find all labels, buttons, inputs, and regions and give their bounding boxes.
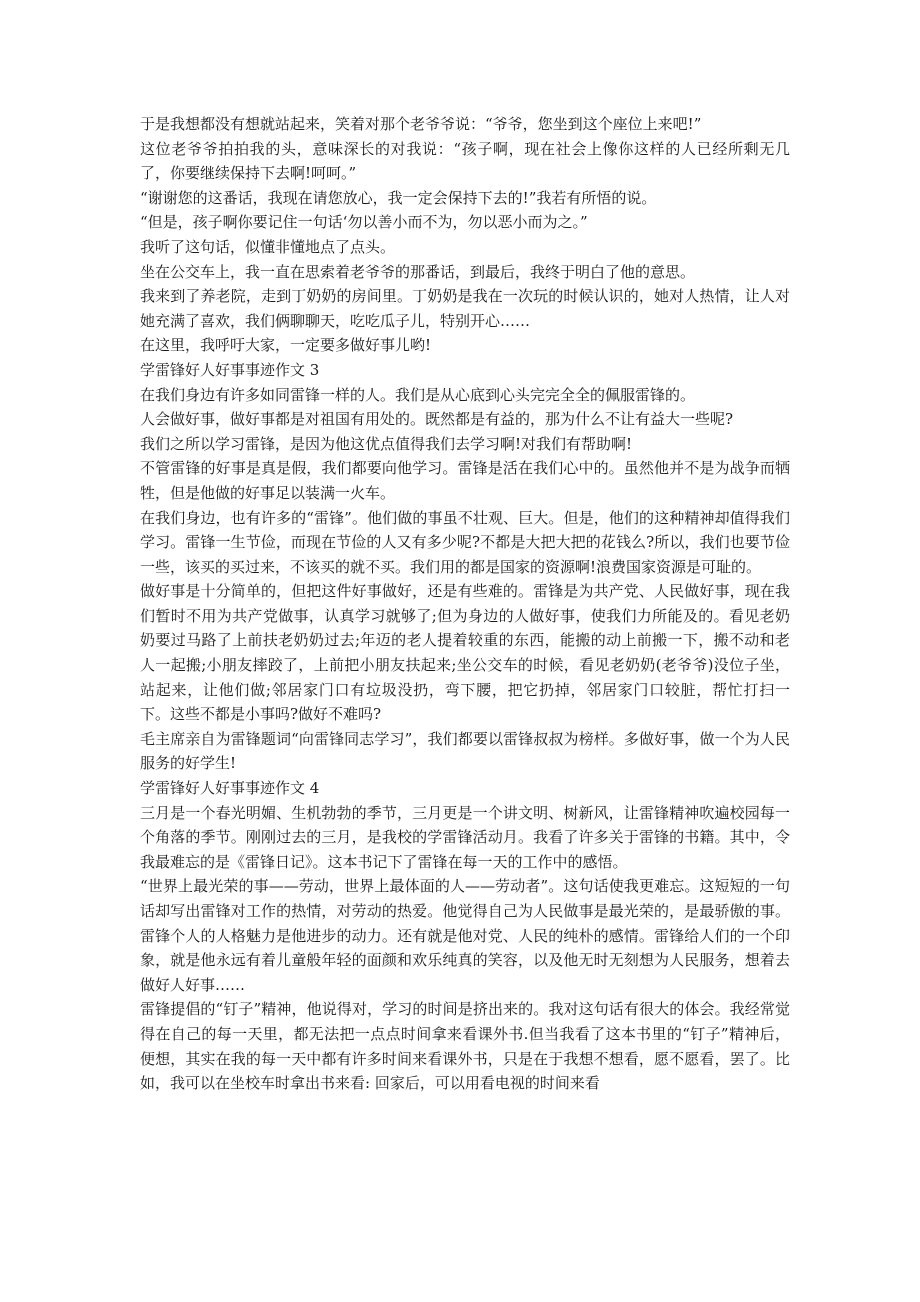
paragraph: “谢谢您的这番话，我现在请您放心，我一定会保持下去的!”我若有所悟的说。 <box>140 188 657 207</box>
section-heading: 学雷锋好人好事事迹作文 3 <box>140 360 320 379</box>
paragraph: 我们之所以学习雷锋，是因为他这优点值得我们去学习啊!对我们有帮助啊! <box>140 434 633 453</box>
document-body <box>140 112 790 1096</box>
paragraph: 三月是一个春光明媚、生机勃勃的季节，三月更是一个讲文明、树新风，让雷锋精神吹遍校园每一个角落的季节。刚刚过去的三月，是我校的学雷锋活动月。我看了许多关于雷锋的书籍。其中，令我最难忘的是《雷锋日记》。这本书记下了雷锋在每一天的工作中的感悟。 <box>140 803 790 871</box>
section-heading: 学雷锋好人好事事迹作文 4 <box>140 779 320 798</box>
paragraph: “但是，孩子啊你要记住一句话‘勿以善小而不为，勿以恶小而为之。” <box>140 213 588 232</box>
paragraph: 我听了这句话，似懂非懂地点了点头。 <box>140 237 396 256</box>
paragraph: 在我们身边，也有许多的“雷锋”。他们做的事虽不壮观、巨大。但是，他们的这种精神却值得我们学习。雷锋一生节俭，而现在节俭的人又有多少呢?不都是大把大把的花钱么?所以，我们也要节俭一些，该买的买过来，不该买的就不买。我们用的都是国家的资源啊!浪费国家资源是可耻的。 <box>140 508 790 576</box>
paragraph: 这位老爷爷拍拍我的头，意味深长的对我说：“孩子啊，现在社会上像你这样的人已经所剩无几了，你要继续保持下去啊!呵呵。” <box>140 139 790 183</box>
paragraph: 毛主席亲自为雷锋题词“向雷锋同志学习”，我们都要以雷锋叔叔为榜样。多做好事，做一个为人民服务的好学生! <box>140 729 790 773</box>
paragraph: 于是我想都没有想就站起来，笑着对那个老爷爷说：“爷爷，您坐到这个座位上来吧!” <box>140 115 702 133</box>
paragraph: 在这里，我呼吁大家，一定要多做好事儿哟! <box>140 336 432 355</box>
paragraph: 人会做好事，做好事都是对祖国有用处的。既然都是有益的，那为什么不让有益大一些呢? <box>140 410 734 429</box>
paragraph: 不管雷锋的好事是真是假，我们都要向他学习。雷锋是活在我们心中的。虽然他并不是为战争而牺牲，但是他做的好事足以装满一火车。 <box>140 459 790 502</box>
paragraph: 在我们身边有许多如同雷锋一样的人。我们是从心底到心头完完全全的佩服雷锋的。 <box>140 385 696 404</box>
paragraph: 雷锋提倡的“钉子”精神，他说得对，学习的时间是挤出来的。我对这句话有很大的体会。我经常觉得在自己的每一天里，都无法把一点点时间拿来看课外书.但当我看了这本书里的“钉子”精神后，便想，其实在我的每一天中都有许多时间来看课外书，只是在于我想不想看，愿不愿看，罢了。比如，我可以在坐校车时拿出书来看: 回家后，可以用看电视的时间来看 <box>140 1000 790 1093</box>
paragraph: 坐在公交车上，我一直在思索着老爷爷的那番话，到最后，我终于明白了他的意思。 <box>140 262 696 281</box>
paragraph: 做好事是十分简单的，但把这件好事做好，还是有些难的。雷锋是为共产党、人民做好事，现在我们暂时不用为共产党做事，认真学习就够了;但为身边的人做好事，使我们力所能及的。看见老奶奶要过马路了上前扶老奶奶过去;年迈的老人提着较重的东西，能搬的动上前搬一下，搬不动和老人一起搬;小朋友摔跤了，上前把小朋友扶起来;坐公交车的时候，看见老奶奶(老爷爷)没位子坐，站起来，让他们做;邻居家门口有垃圾没扔，弯下腰，把它扔掉，邻居家门口较脏，帮忙打扫一下。这些不都是小事吗?做好不难吗? <box>140 582 790 724</box>
paragraph: 我来到了养老院，走到丁奶奶的房间里。丁奶奶是我在一次玩的时候认识的，她对人热情，让人对她充满了喜欢，我们俩聊聊天，吃吃瓜子儿，特别开心…… <box>140 287 790 330</box>
paragraph: “世界上最光荣的事——劳动，世界上最体面的人——劳动者”。这句话使我更难忘。这短短的一句话却写出雷锋对工作的热情，对劳动的热爱。他觉得自己为人民做事是最光荣的，是最骄傲的事。雷锋个人的人格魅力是他进步的动力。还有就是他对党、人民的纯朴的感情。雷锋给人们的一个印象，就是他永远有着儿童般年轻的面颜和欢乐纯真的笑容，以及他无时无刻想为人民服务，想着去做好人好事…… <box>140 877 790 994</box>
